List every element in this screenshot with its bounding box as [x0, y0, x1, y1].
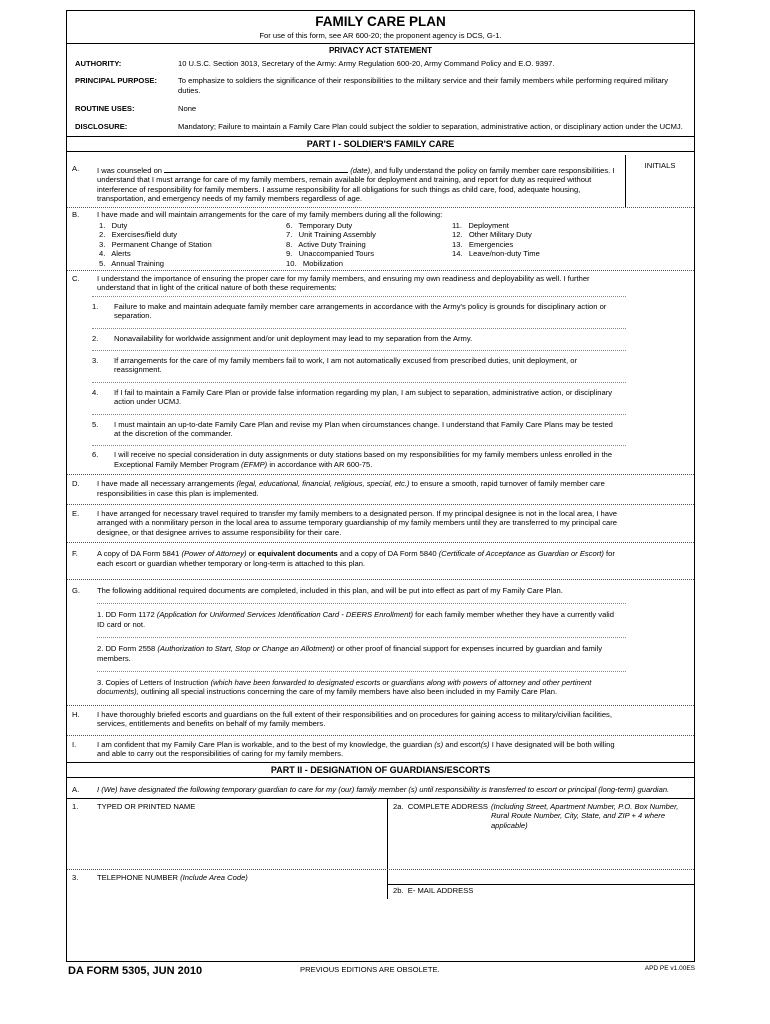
duty-item: 2. Exercises/field duty	[99, 230, 178, 240]
section-g-text: The following additional required documents are completed, included in this plan, and will be put into effect as part of my Family Care Plan.	[97, 586, 563, 596]
duty-item: 3. Permanent Change of Station	[99, 239, 212, 249]
section-a	[67, 155, 694, 208]
section-i: I. I am confident that my Family Care Plan is workable, and to the best of my knowledge, the guardian (s) and escort(s) I have designated will be both willing and able to carry out the responsibilities of caring for my family members.	[67, 735, 694, 762]
guardian-email-field[interactable]: 2b. E- MAIL ADDRESS	[388, 870, 694, 899]
guardian-name-address-row	[67, 798, 694, 869]
routine-uses-text: None	[178, 104, 197, 114]
authority-row	[67, 59, 694, 68]
form-footer	[66, 962, 695, 982]
section-c-item	[92, 382, 626, 414]
routine-uses-label: ROUTINE USES:	[75, 104, 135, 114]
duty-item: 6. Temporary Duty	[286, 220, 353, 230]
section-e: E. I have arranged for necessary travel required to transfer my family members to a designated person. If my principal designee is not in the local area, I have arranged with a nonmilitary person in the local area to assume temporary guardianship of my family members until they are transferred to my principal care designee, or that designee arrives to assume responsibility for their care.	[67, 504, 694, 542]
duty-item: 12. Other Military Duty	[452, 230, 532, 240]
duty-item: 10. Mobilization	[286, 258, 343, 268]
duty-item: 4. Alerts	[99, 249, 131, 259]
guardian-phone-email-row	[67, 869, 694, 899]
section-a-text: I was counseled on (date), and fully understand the policy on family member care responsibilities. I understand that I must arrange for care of my family members, remain available for deployment and training, and report for duty as required without interference of responsibility for family members. I assume responsibility for all obligations for such things as child care, food, adequate housing, transportation, and emergency needs of my family members regardless of age.	[97, 165, 615, 204]
privacy-act-title: PRIVACY ACT STATEMENT	[328, 46, 433, 56]
section-f: F. A copy of DA Form 5841 (Power of Attorney) or equivalent documents and a copy of DA Form 5840 (Certificate of Acceptance as Guardian or Escort) for each escort or guardian whether temporary or long-term is attached to this plan.	[67, 542, 694, 579]
section-g-item-3: 3. Copies of Letters of Instruction (which have been forwarded to designated escorts or guardians along with powers of attorney and other pertinent documents), outlining all special instructions concerning the care of my family members have also been included in my Family Care Plan.	[97, 671, 626, 705]
family-care-plan-form	[66, 10, 695, 962]
duty-item: 11. Deployment	[452, 220, 509, 230]
guardian-name-field[interactable]: 1. TYPED OR PRINTED NAME	[67, 799, 388, 869]
section-c-item-number: 3.	[92, 355, 99, 365]
section-g-item-1: 1. DD Form 1172 (Application for Uniformed Services Identification Card - DEERS Enrollment) for each family member whether they have a currently valid ID card or not.	[97, 603, 626, 637]
form-id: DA FORM 5305, JUN 2010	[68, 965, 203, 977]
duty-item: 13. Emergencies	[452, 239, 514, 249]
purpose-text: To emphasize to soldiers the significance of their responsibilities to the military service and their family members while performing required military duties.	[178, 76, 668, 95]
section-c-item-text: If I fail to maintain a Family Care Plan or provide false information regarding my plan, I am subject to separation, administrative action, or disciplinary action under UCMJ.	[114, 387, 613, 407]
section-c-item-6: 6. I will receive no special consideration in duty assignments or duty stations based on my responsibilities for my family members unless enrolled in the Exceptional Family Member Program (EFMP) in accordance with AR 600-75.	[92, 445, 626, 474]
part2-title: PART II - DESIGNATION OF GUARDIANS/ESCORTS	[67, 762, 694, 778]
duty-item: 9. Unaccompanied Tours	[286, 249, 375, 259]
section-b-text: I have made and will maintain arrangements for the care of my family members during all the following:	[97, 210, 443, 220]
purpose-row	[67, 76, 694, 95]
duty-item: 1. Duty	[99, 220, 128, 230]
section-b: B. I have made and will maintain arrangements for the care of my family members during all the following: 1. Duty 6. Temporary Duty 11. Deployment 2. Exercises/field duty 7. Unit Training Assembly 12. Other Military Duty 3. Permanent Change of Station 8. Active Duty Training 13. Emergencies 4. Alerts 9. Unaccompanied Tours 14. Leave/non-duty Time 5. Annual Training 10. Mobilization	[67, 207, 694, 269]
part2-section-a-text: I (We) have designated the following temporary guardian to care for my (our) family member (s) until responsibility is transferred to escort or principal (long-term) guardian.	[97, 784, 670, 794]
disclosure-text: Mandatory; Failure to maintain a Family Care Plan could subject the soldier to separation, administrative action, or disciplinary action under the UCMJ.	[178, 122, 683, 132]
duty-item	[450, 259, 620, 268]
routine-uses-row	[67, 104, 694, 113]
section-c-item-text: I must maintain an up-to-date Family Care Plan and revise my Plan when circumstances change. I understand that Family Care Plans may be tested at the discretion of the commander.	[114, 419, 613, 438]
counseling-date-field[interactable]	[164, 164, 348, 173]
duty-item: 8. Active Duty Training	[286, 239, 366, 249]
section-d: D. I have made all necessary arrangements (legal, educational, financial, religious, special, etc.) to ensure a smooth, rapid turnover of family member care responsibilities in case this plan is implemented.	[67, 474, 694, 504]
apd-version: APD PE v1.00ES	[644, 965, 695, 972]
part2-section-a: A. I (We) have designated the following temporary guardian to care for my (our) family member (s) until responsibility is transferred to escort or principal (long-term) guardian.	[72, 784, 670, 794]
authority-text: 10 U.S.C. Section 3013, Secretary of the Army: Army Regulation 600-20, Army Command Policy and E.O. 9397.	[178, 58, 555, 68]
previous-editions-note: PREVIOUS EDITIONS ARE OBSOLETE.	[300, 965, 440, 974]
form-title: FAMILY CARE PLAN	[315, 14, 446, 29]
section-c-item	[92, 350, 626, 382]
section-c-item-number: 4.	[92, 387, 99, 397]
section-c-item	[92, 328, 626, 350]
section-c-item-text: Nonavailability for worldwide assignment and/or unit deployment may lead to my separation from the Army.	[114, 333, 473, 343]
section-c-items	[67, 296, 694, 446]
guardian-address-field[interactable]: 2a. COMPLETE ADDRESS (Including Street, Apartment Number, P.O. Box Number, Rural Route Number, City, State, and ZIP + 4 where applicable)	[393, 801, 679, 830]
section-c-item-number: 2.	[92, 333, 99, 343]
duty-list	[97, 221, 620, 268]
guardian-phone-field[interactable]: 3. TELEPHONE NUMBER (Include Area Code)	[67, 870, 388, 899]
duty-item: 5. Annual Training	[99, 258, 165, 268]
part1-title: PART I - SOLDIER'S FAMILY CARE	[67, 136, 694, 152]
duty-item: 7. Unit Training Assembly	[286, 230, 376, 240]
purpose-label: PRINCIPAL PURPOSE:	[75, 76, 157, 86]
section-c-item	[92, 414, 626, 446]
disclosure-row	[67, 122, 694, 131]
disclosure-label: DISCLOSURE:	[75, 122, 128, 132]
section-c: C. I understand the importance of ensuring the proper care for my family members, and ensuring my own readiness and deployability as well. I further understand that in light of the critical nature of both these requirements:	[67, 270, 694, 296]
section-g: G. The following additional required documents are completed, included in this plan, and will be put into effect as part of my Family Care Plan. 1. DD Form 1172 (Application for Uniformed Services Identification Card - DEERS Enrollment) for each family member whether they have a currently valid ID card or not. 2. DD Form 2558 (Authorization to Start, Stop or Change an Allotment) or other proof of financial support for expenses incurred by guardian and family members. 3. Copies of Letters of Instruction (which have been forwarded to designated escorts or guardians along with powers of attorney and other pertinent documents), outlining all special instructions concerning the care of my family members have also been included in my Family Care Plan.	[67, 579, 694, 705]
section-c-item	[92, 296, 626, 328]
privacy-act-section	[67, 43, 694, 131]
section-h: H. I have thoroughly briefed escorts and guardians on the full extent of their responsibilities and on procedures for gaining access to military/civilian facilities, services, entitlements and benefits on behalf of my family members.	[67, 705, 694, 735]
section-h-text: I have thoroughly briefed escorts and guardians on the full extent of their responsibilities and on procedures for gaining access to military/civilian facilities, services, entitlements and benefits on behalf of my family members.	[97, 709, 612, 729]
authority-label: AUTHORITY:	[75, 58, 122, 68]
section-c-item-number: 5.	[92, 419, 99, 429]
duty-item: 14. Leave/non-duty Time	[452, 249, 540, 259]
initials-header: INITIALS	[625, 155, 694, 208]
section-c-item-text: If arrangements for the care of my family members fail to work, I am not automatically excused from prescribed duties, unit deployment, or reassignment.	[114, 355, 577, 375]
section-e-text: I have arranged for necessary travel required to transfer my family members to a designated person. If my principal designee is not in the local area, I have arranged with a nonmilitary person in the local area to assume temporary guardianship of my family members until they are transferred to my principal care designee, or that designee arrives to assume responsibility for their care.	[97, 509, 618, 537]
section-c-text: I understand the importance of ensuring the proper care for my family members, and ensuring my own readiness and deployability as well. I further understand that in light of the critical nature of both these requirements:	[97, 273, 590, 293]
form-subtitle: For use of this form, see AR 600-20; the proponent agency is DCS, G-1.	[259, 31, 502, 40]
section-c-item-text: Failure to make and maintain adequate family member care arrangements in accordance with the Army's policy is grounds for disciplinary action or separation.	[114, 301, 607, 321]
section-g-item-2: 2. DD Form 2558 (Authorization to Start, Stop or Change an Allotment) or other proof of financial support for expenses incurred by guardian and family members.	[97, 637, 626, 671]
section-a-letter: A.	[72, 163, 80, 173]
section-c-item-number: 1.	[92, 301, 99, 311]
